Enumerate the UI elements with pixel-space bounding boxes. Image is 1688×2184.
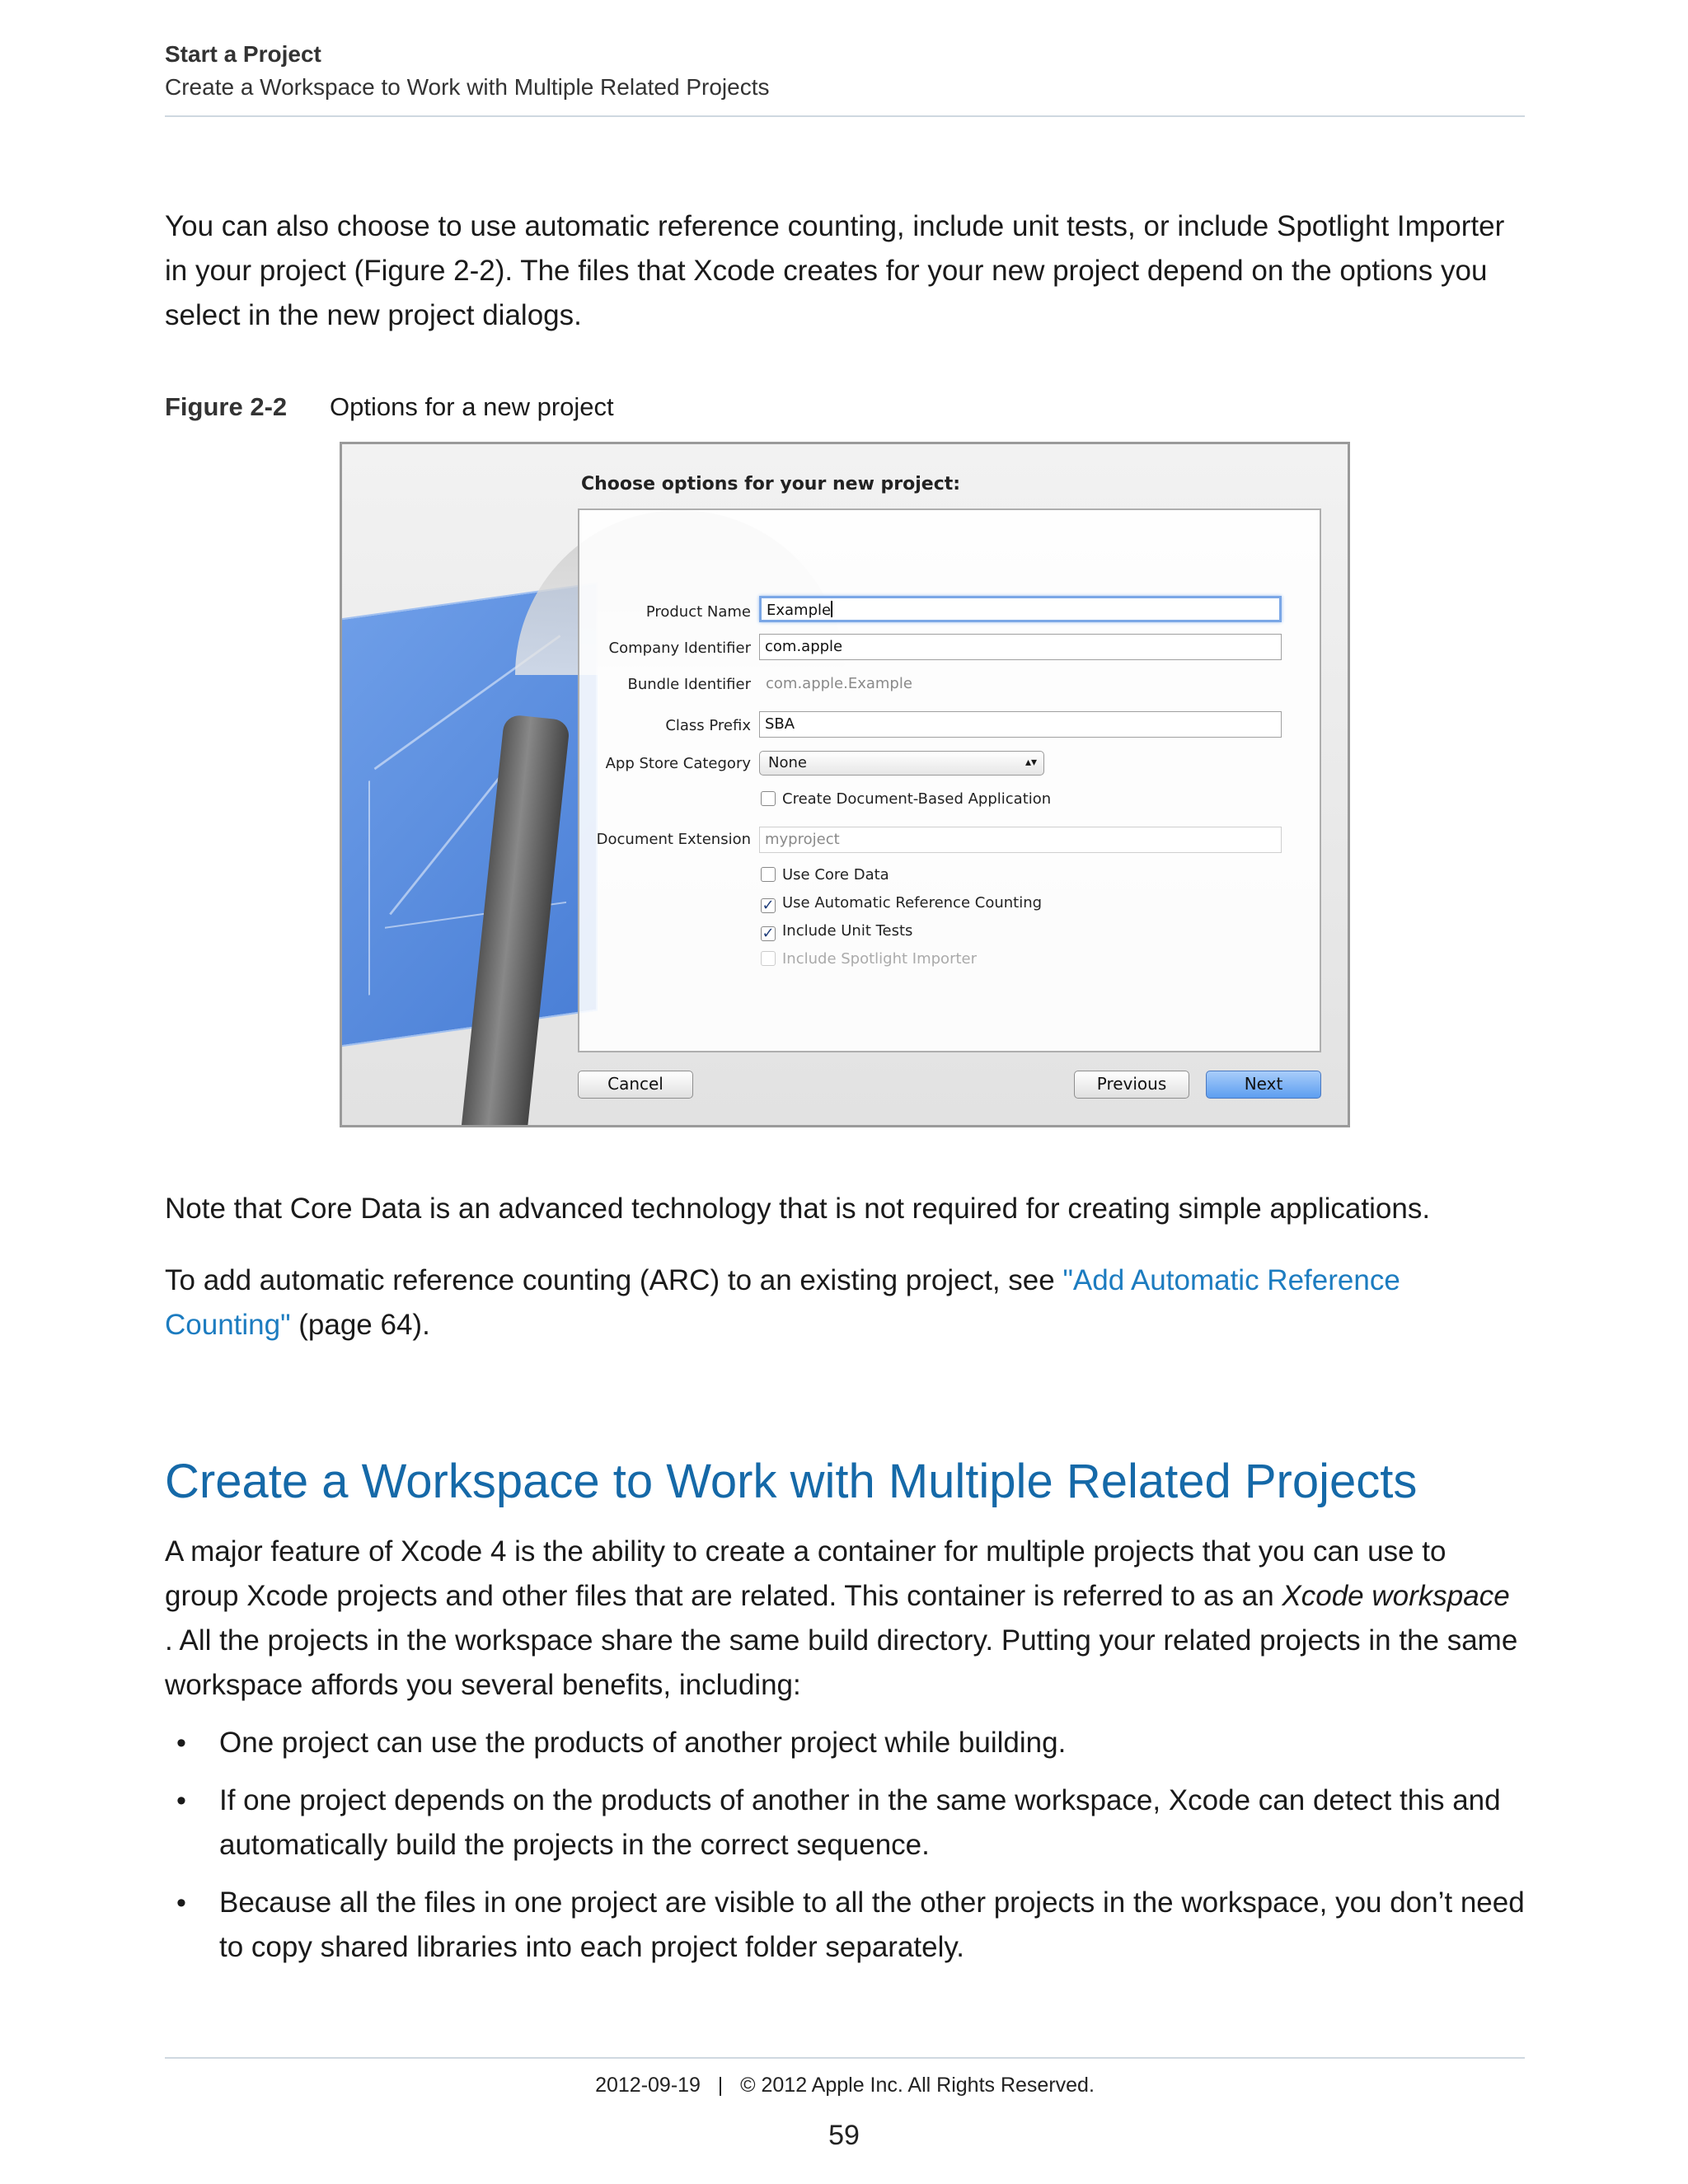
app-store-label-row xyxy=(579,751,751,777)
workspace-paragraph xyxy=(165,1530,1525,1708)
previous-button[interactable]: Previous xyxy=(1074,1071,1189,1099)
header-chapter: Start a Project xyxy=(165,41,321,67)
checkbox-unchecked-icon xyxy=(761,867,776,882)
company-id-label: Company Identifier xyxy=(608,640,751,657)
options-panel xyxy=(578,509,1321,1052)
arc-checkbox[interactable] xyxy=(761,894,1042,913)
document-extension-label: Document Extension xyxy=(596,831,751,848)
bundle-id-label: Bundle Identifier xyxy=(627,676,751,693)
company-id-label-row xyxy=(579,635,751,662)
unit-tests-label: Include Unit Tests xyxy=(782,922,913,940)
workspace-text-before: A major feature of Xcode 4 is the ability to create a container for multiple projects that you can use to group Xcode projects and other files that are related. This container is referred to as an xyxy=(165,1535,1447,1612)
list-item xyxy=(165,1721,1525,1765)
bullet-icon: • xyxy=(176,1887,186,1919)
bundle-identifier-value: com.apple.Example xyxy=(766,675,912,692)
list-item xyxy=(165,1881,1525,1970)
dialog-title: Choose options for your new project: xyxy=(581,474,961,494)
unit-tests-checkbox[interactable] xyxy=(761,922,912,941)
bullet-icon: • xyxy=(176,1727,186,1759)
class-prefix-label: Class Prefix xyxy=(665,717,751,734)
workspace-term: Xcode workspace xyxy=(1282,1580,1510,1612)
arc-label: Use Automatic Reference Counting xyxy=(782,894,1043,912)
create-document-checkbox[interactable] xyxy=(761,790,1051,808)
footer xyxy=(165,2057,1525,2097)
core-data-note: Note that Core Data is an advanced technology that is not required for creating simple applications. xyxy=(165,1193,1431,1225)
figure-title: Options for a new project xyxy=(330,392,614,421)
spotlight-importer-checkbox[interactable] xyxy=(761,950,977,968)
product-name-label: Product Name xyxy=(645,603,751,621)
product-name-value: Example xyxy=(767,602,832,619)
cancel-button[interactable]: Cancel xyxy=(578,1071,693,1099)
company-identifier-field[interactable]: com.apple xyxy=(759,634,1282,660)
checkbox-checked-icon: ✓ xyxy=(762,925,775,942)
benefits-list xyxy=(165,1721,1525,1983)
workspace-text-after: . All the projects in the workspace share the same build directory. Putting your related projects in the same workspace affords you several benefits, including: xyxy=(165,1624,1518,1701)
arc-paragraph xyxy=(165,1258,1525,1347)
class-prefix-label-row xyxy=(579,713,751,739)
document-extension-field[interactable]: myproject xyxy=(759,827,1282,853)
footer-text: 2012-09-19 | © 2012 Apple Inc. All Rights Reserved. xyxy=(595,2074,1095,2097)
list-item xyxy=(165,1779,1525,1868)
app-store-category-label: App Store Category xyxy=(605,755,751,772)
figure-number: Figure 2-2 xyxy=(165,392,288,421)
list-item-text: One project can use the products of another project while building. xyxy=(219,1727,1067,1759)
core-data-checkbox[interactable] xyxy=(761,866,889,883)
list-item-text: Because all the files in one project are visible to all the other projects in the workspace, you don’t need to copy shared libraries into each project folder separately. xyxy=(219,1886,1525,1963)
new-project-options-screenshot xyxy=(340,442,1350,1127)
create-document-label: Create Document-Based Application xyxy=(782,790,1052,808)
product-name-field[interactable] xyxy=(759,596,1282,622)
product-name-label-row xyxy=(579,599,751,626)
arc-text-before: To add automatic reference counting (ARC) to an existing project, see xyxy=(165,1264,1063,1296)
page-number: 59 xyxy=(828,2120,860,2151)
running-header xyxy=(165,38,1525,117)
arc-link[interactable]: "Add Automatic Reference Counting" xyxy=(165,1264,1400,1341)
popup-arrows-icon: ▴▾ xyxy=(1025,756,1037,769)
class-prefix-field[interactable]: SBA xyxy=(759,711,1282,738)
core-data-label: Use Core Data xyxy=(782,866,889,883)
spotlight-importer-label: Include Spotlight Importer xyxy=(782,950,977,968)
header-section: Create a Workspace to Work with Multiple Related Projects xyxy=(165,74,770,100)
text-cursor xyxy=(831,601,832,617)
section-heading: Create a Workspace to Work with Multiple Related Projects xyxy=(165,1455,1418,1508)
next-button[interactable]: Next xyxy=(1206,1071,1321,1099)
checkbox-disabled-icon xyxy=(761,951,776,966)
doc-ext-label-row xyxy=(579,827,751,853)
list-item-text: If one project depends on the products of another in the same workspace, Xcode can detect this and automatically build the projects in the correct sequence. xyxy=(219,1784,1501,1861)
bundle-id-label-row xyxy=(579,672,751,698)
arc-text-after: (page 64). xyxy=(290,1309,430,1341)
checkbox-checked-icon: ✓ xyxy=(762,897,775,914)
figure-caption xyxy=(165,389,614,425)
checkbox-unchecked-icon xyxy=(761,791,776,806)
bullet-icon: • xyxy=(176,1785,186,1816)
app-store-category-value: None xyxy=(768,754,807,771)
app-store-category-popup[interactable] xyxy=(759,751,1044,776)
intro-paragraph: You can also choose to use automatic reference counting, include unit tests, or include Spotlight Importer in your project (Figure 2-2). The files that Xcode creates for your new project depend on the options you select in the new project dialogs. xyxy=(165,210,1505,331)
